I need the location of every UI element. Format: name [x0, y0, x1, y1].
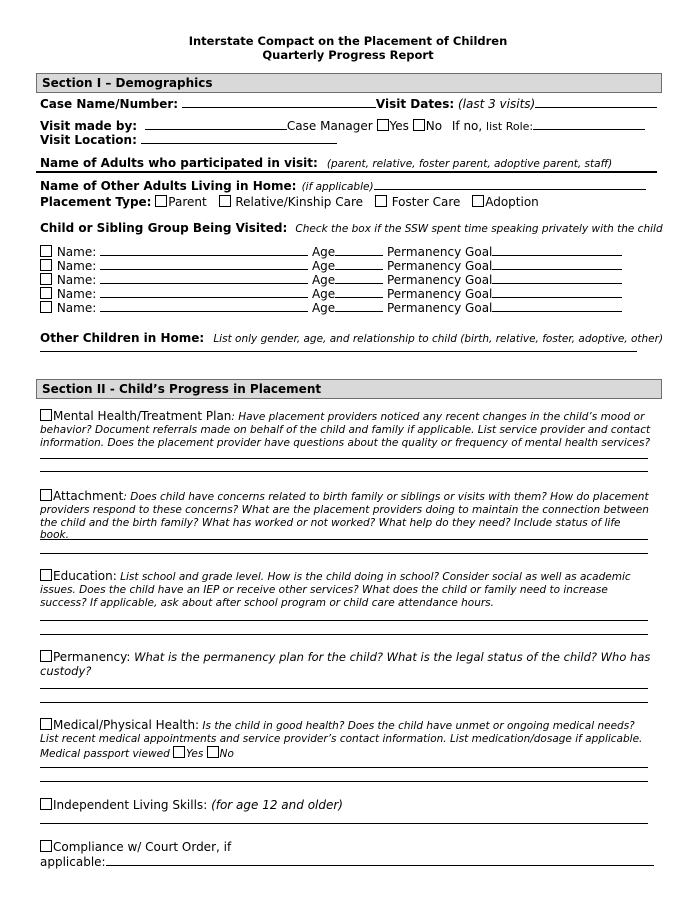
- visit-location-label: Visit Location:: [40, 133, 137, 147]
- child-age-field[interactable]: [335, 258, 383, 270]
- child-age-field[interactable]: [335, 272, 383, 284]
- child-age-label: Age: [311, 245, 336, 259]
- attachment-line[interactable]: [40, 539, 648, 540]
- adults-row: [40, 152, 612, 171]
- child-name-label: Name:: [56, 259, 97, 273]
- case-name-row: [40, 96, 657, 111]
- independent-living-checkbox[interactable]: [40, 798, 52, 810]
- other-children-hint: List only gender, age, and relationship to child (birth, relative, foster, adoptive, other): [213, 333, 664, 345]
- permanency-line[interactable]: [40, 688, 648, 689]
- child-row: [40, 286, 622, 301]
- child-row: [40, 244, 622, 259]
- child-goal-field[interactable]: [492, 286, 622, 298]
- child-row: [40, 300, 622, 315]
- attachment-label: Attachment: [53, 489, 124, 503]
- medical-checkbox[interactable]: [40, 718, 52, 730]
- child-name-field[interactable]: [100, 272, 308, 284]
- other-children-label: Other Children in Home:: [40, 331, 205, 345]
- independent-living-line[interactable]: [40, 823, 648, 824]
- passport-no-checkbox[interactable]: [207, 746, 219, 758]
- child-goal-field[interactable]: [492, 300, 622, 312]
- child-private-checkbox[interactable]: [40, 259, 52, 271]
- visit-made-by-row: [40, 118, 645, 133]
- other-adults-field[interactable]: [374, 178, 646, 190]
- education-label: Education:: [53, 569, 117, 583]
- permanency-text: What is the permanency plan for the child? What is the legal status of the child? Who has custody?: [40, 650, 651, 678]
- form-subtitle: Quarterly Progress Report: [262, 48, 434, 62]
- visit-dates-hint: (last 3 visits): [457, 97, 536, 111]
- section-1-header: [36, 73, 662, 93]
- attachment-checkbox[interactable]: [40, 489, 52, 501]
- case-manager-no-checkbox[interactable]: [413, 119, 425, 131]
- child-name-label: Name:: [56, 301, 97, 315]
- child-group-label: Child or Sibling Group Being Visited:: [40, 221, 288, 235]
- mental-health-block: [40, 409, 652, 449]
- visit-location-row: [40, 132, 337, 147]
- child-private-checkbox[interactable]: [40, 273, 52, 285]
- medical-block: [40, 718, 652, 760]
- child-group-hint: Check the box if the SSW spent time speaking privately with the child: [295, 223, 663, 235]
- form-title: Interstate Compact on the Placement of Children: [188, 34, 508, 48]
- permanency-checkbox[interactable]: [40, 650, 52, 662]
- child-name-field[interactable]: [100, 286, 308, 298]
- mental-health-text: : Have placement providers noticed any recent changes in the child’s mood or behavior? Document referrals made on behalf of the child and family if applicable. List service provider and contact information. Does the placement provider have questions about the quality or frequency of mental health services?: [40, 411, 651, 449]
- visit-dates-label: Visit Dates:: [375, 97, 455, 111]
- child-age-field[interactable]: [335, 244, 383, 256]
- medical-text: Is the child in good health? Does the child have unmet or ongoing medical needs? List recent medical appointments and service provider’s contact information. List medication/dosage if applicable. Medical passport viewed: [40, 720, 643, 760]
- medical-line[interactable]: [40, 781, 648, 782]
- compliance-label: Compliance w/ Court Order, if: [53, 840, 232, 854]
- list-role-label: list Role:: [486, 120, 534, 133]
- mental-health-line[interactable]: [40, 458, 648, 459]
- child-name-field[interactable]: [100, 258, 308, 270]
- yes-label: Yes: [389, 119, 409, 133]
- other-adults-hint: (if applicable): [301, 181, 374, 193]
- adults-hint: (parent, relative, foster parent, adoptive parent, staff): [326, 158, 613, 170]
- child-name-label: Name:: [56, 287, 97, 301]
- child-age-label: Age: [311, 273, 336, 287]
- child-goal-field[interactable]: [492, 244, 622, 256]
- child-group-row: [40, 217, 663, 236]
- compliance-row-2: [40, 854, 654, 869]
- child-age-label: Age: [311, 287, 336, 301]
- section-2-title: Section II - Child’s Progress in Placement: [42, 382, 322, 396]
- passport-no-label: No: [219, 747, 234, 760]
- child-name-label: Name:: [56, 273, 97, 287]
- child-age-field[interactable]: [335, 300, 383, 312]
- education-line[interactable]: [40, 634, 648, 635]
- other-children-line[interactable]: [40, 351, 637, 352]
- independent-living-hint: (for age 12 and older): [211, 798, 343, 812]
- child-goal-label: Permanency Goal: [386, 273, 493, 287]
- independent-living-label: Independent Living Skills:: [53, 798, 208, 812]
- no-label: No: [425, 119, 443, 133]
- education-block: [40, 569, 652, 609]
- other-adults-row: [40, 175, 646, 194]
- child-age-field[interactable]: [335, 286, 383, 298]
- placement-adoption-checkbox[interactable]: [472, 195, 484, 207]
- section-1-title: Section I – Demographics: [42, 76, 213, 90]
- permanency-block: [40, 650, 652, 678]
- placement-relative-checkbox[interactable]: [219, 195, 231, 207]
- compliance-label-2: applicable:: [40, 855, 106, 869]
- child-age-label: Age: [311, 259, 336, 273]
- child-private-checkbox[interactable]: [40, 245, 52, 257]
- placement-foster-checkbox[interactable]: [375, 195, 387, 207]
- placement-type-label: Placement Type:: [40, 195, 152, 209]
- placement-parent-checkbox[interactable]: [155, 195, 167, 207]
- mental-health-checkbox[interactable]: [40, 409, 52, 421]
- section-2-header: [36, 379, 662, 399]
- mental-health-line[interactable]: [40, 471, 648, 472]
- child-private-checkbox[interactable]: [40, 287, 52, 299]
- education-checkbox[interactable]: [40, 569, 52, 581]
- visit-made-by-label: Visit made by:: [40, 119, 138, 133]
- passport-yes-label: Yes: [186, 747, 204, 760]
- case-name-label: Case Name/Number:: [40, 97, 179, 111]
- mental-health-label: Mental Health/Treatment Plan: [53, 409, 232, 423]
- child-goal-label: Permanency Goal: [386, 287, 493, 301]
- placement-relative-label: Relative/Kinship Care: [235, 195, 364, 209]
- child-row: [40, 258, 622, 273]
- education-line[interactable]: [40, 620, 648, 621]
- placement-parent-label: Parent: [168, 195, 207, 209]
- child-goal-field[interactable]: [492, 258, 622, 270]
- attachment-block: [40, 489, 652, 542]
- placement-type-row: [40, 195, 539, 209]
- child-name-label: Name:: [56, 245, 97, 259]
- child-goal-field[interactable]: [492, 272, 622, 284]
- passport-yes-checkbox[interactable]: [173, 746, 185, 758]
- adults-divider: [36, 171, 657, 173]
- child-name-field[interactable]: [100, 300, 308, 312]
- other-children-row: [40, 327, 663, 346]
- other-adults-label: Name of Other Adults Living in Home:: [40, 179, 297, 193]
- attachment-line[interactable]: [40, 553, 648, 554]
- child-private-checkbox[interactable]: [40, 301, 52, 313]
- child-goal-label: Permanency Goal: [386, 245, 493, 259]
- child-goal-label: Permanency Goal: [386, 301, 493, 315]
- if-no-label: If no,: [451, 119, 483, 133]
- child-row: [40, 272, 622, 287]
- attachment-text: : Does child have concerns related to birth family or siblings or visits with them? How do placement providers respond to these concerns? What are the placement providers doing to maintain the connection between the child and the birth family? What has worked or not worked? What help do they need? Include status of life book.: [40, 491, 649, 542]
- visit-location-field[interactable]: [141, 132, 337, 144]
- permanency-label: Permanency:: [53, 650, 131, 664]
- child-goal-label: Permanency Goal: [386, 259, 493, 273]
- placement-foster-label: Foster Care: [391, 195, 461, 209]
- placement-adoption-label: Adoption: [485, 195, 539, 209]
- list-role-field[interactable]: [533, 118, 645, 130]
- compliance-checkbox[interactable]: [40, 840, 52, 852]
- visit-made-by-field[interactable]: [145, 118, 287, 130]
- adults-label: Name of Adults who participated in visit:: [40, 156, 318, 170]
- child-name-field[interactable]: [100, 244, 308, 256]
- child-age-label: Age: [311, 301, 336, 315]
- case-manager-label: Case Manager: [286, 119, 373, 133]
- independent-living-row: [40, 798, 343, 812]
- visit-dates-field[interactable]: [535, 96, 657, 108]
- case-name-field[interactable]: [182, 96, 376, 108]
- compliance-row: [40, 840, 231, 854]
- medical-label: Medical/Physical Health:: [53, 718, 200, 732]
- education-text: List school and grade level. How is the child doing in school? Consider social as well as academic issues. Does the child have an IEP or receive other services? What does the child or family need to increase success? If applicable, ask about after school program or child care attendance hours.: [40, 571, 631, 609]
- permanency-line[interactable]: [40, 702, 648, 703]
- compliance-field[interactable]: [106, 854, 654, 866]
- case-manager-yes-checkbox[interactable]: [377, 119, 389, 131]
- medical-line[interactable]: [40, 767, 648, 768]
